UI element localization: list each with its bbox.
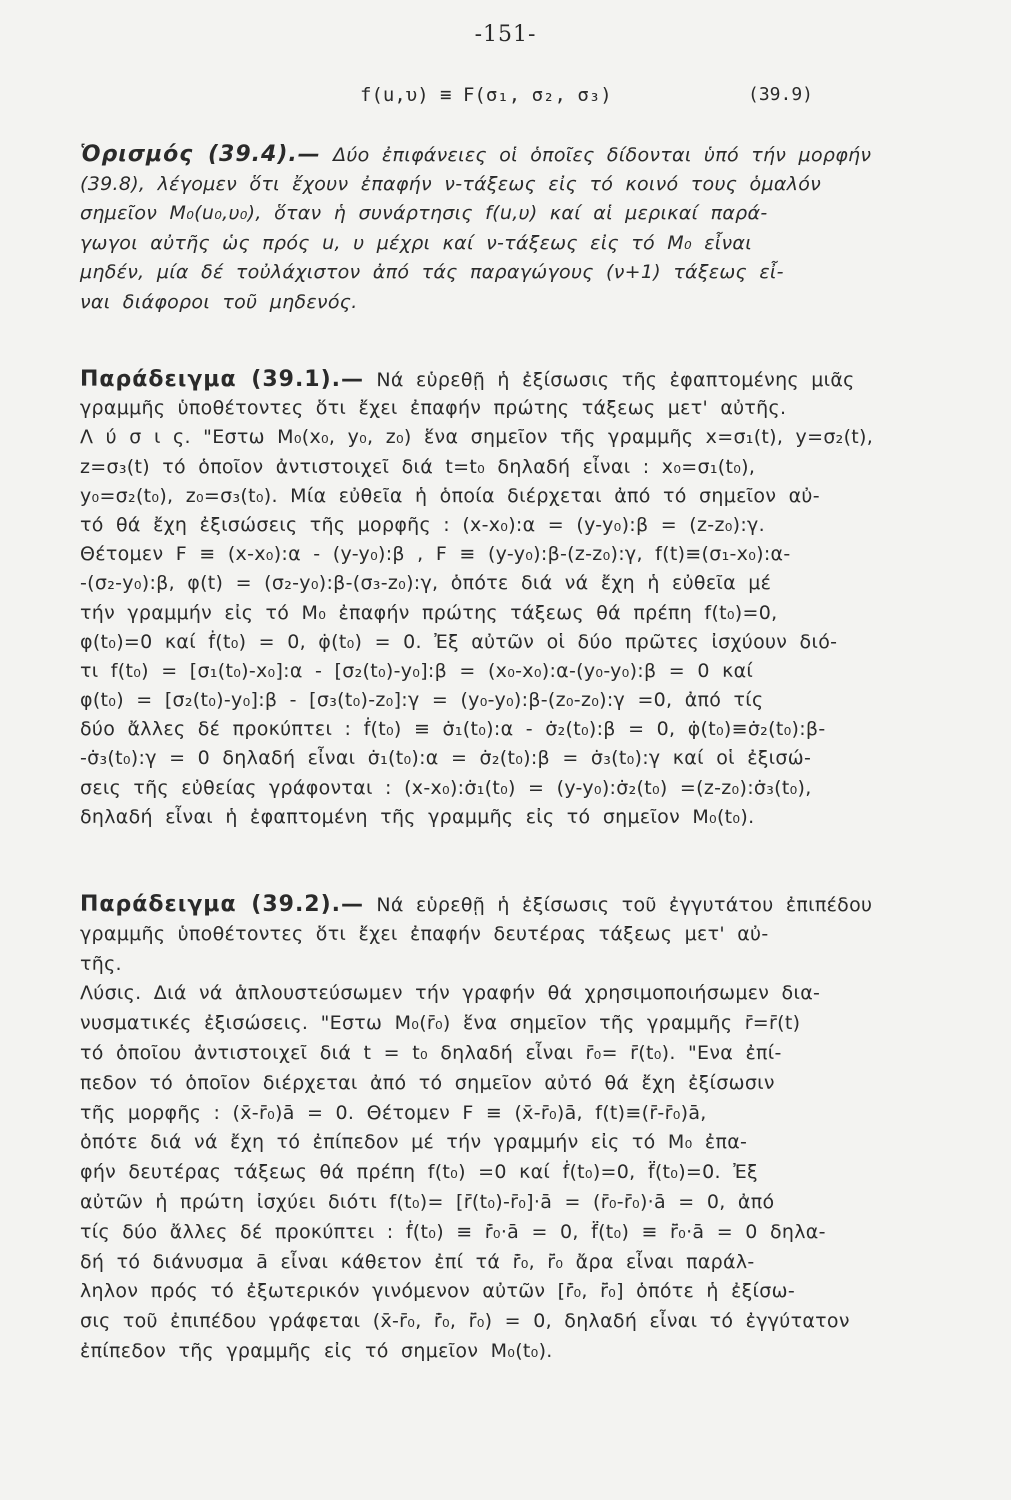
definition-title: Ὁρισμός (39.4).— (80, 142, 321, 167)
example2-line: τίς δύο ἄλλες δέ προκύπτει : ḟ(t₀) ≡ r̄̇₀·ā = 0, f̈(t₀) ≡ r̄̈₀·ā = 0 δηλα- (80, 1220, 826, 1243)
example2-line: γραμμῆς ὑποθέτοντες ὅτι ἔχει ἐπαφήν δευτέρας τάξεως μετ' αὐ- (80, 922, 769, 945)
example2-line: νυσματικές ἐξισώσεις. "Εστω M₀(r̄₀) ἕνα σημεῖον τῆς γραμμῆς r̄=r̄(t) (80, 1012, 801, 1035)
definition-line: γωγοι αὐτῆς ὡς πρός u, υ μέχρι καί ν-τάξεως εἰς τό M₀ εἶναι (80, 231, 752, 254)
equation-39-9: f(u,υ) ≡ F(σ₁, σ₂, σ₃) (360, 84, 612, 106)
example1-line: Λ ύ σ ι ς. "Εστω M₀(x₀, y₀, z₀) ἕνα σημεῖον τῆς γραμμῆς x=σ₁(t), y=σ₂(t), (80, 426, 874, 449)
example1-line: τό θά ἔχη ἐξισώσεις τῆς μορφῆς : (x-x₀):α = (y-y₀):β = (z-z₀):γ. (80, 513, 765, 536)
example1-line: φ(t₀) = [σ₂(t₀)-y₀]:β - [σ₃(t₀)-z₀]:γ = (y₀-y₀):β-(z₀-z₀):γ =0, ἀπό τίς (80, 689, 764, 712)
example2-line: πεδον τό ὁποῖον διέρχεται ἀπό τό σημεῖον αὐτό θά ἔχη ἐξίσωσιν (80, 1071, 775, 1094)
example2-line: σις τοῦ ἐπιπέδου γράφεται (x̄-r̄₀, r̄̇₀, r̄̈₀) = 0, δηλαδή εἶναι τό ἐγγύτατον (80, 1310, 850, 1333)
definition-line: σημεῖον M₀(u₀,υ₀), ὅταν ἡ συνάρτησις f(u,υ) καί αἱ μερικαί παρά- (80, 202, 768, 224)
example2-line: φήν δευτέρας τάξεως θά πρέπη f(t₀) =0 καί ḟ(t₀)=0, f̈(t₀)=0. Ἐξ (80, 1161, 758, 1184)
example1-line: -σ̇₃(t₀):γ = 0 δηλαδή εἶναι σ̇₁(t₀):α = σ̇₂(t₀):β = σ̇₃(t₀):γ καί οἱ ἐξισώ- (80, 747, 812, 770)
definition-line: ναι διάφοροι τοῦ μηδενός. (80, 290, 358, 313)
example1-title: Παράδειγμα (39.1).— (80, 367, 365, 392)
example1-line: Νά εὑρεθῇ ἡ ἐξίσωσις τῆς ἐφαπτομένης μιᾶς (376, 369, 855, 391)
definition-line: μηδέν, μία δέ τοὐλάχιστον ἀπό τάς παραγώγους (ν+1) τάξεως εἶ- (80, 261, 784, 283)
equation-number: (39.9) (748, 84, 814, 105)
definition-line: (39.8), λέγομεν ὅτι ἔχουν ἐπαφήν ν-τάξεως εἰς τό κοινό τους ὁμαλόν (80, 172, 822, 195)
example2-line: τῆς μορφῆς : (x̄-r̄₀)ā = 0. Θέτομεν F ≡ (x̄-r̄₀)ā, f(t)≡(r̄-r̄₀)ā, (80, 1101, 707, 1124)
example1-line: z=σ₃(t) τό ὁποῖον ἀντιστοιχεῖ διά t=t₀ δηλαδή εἶναι : x₀=σ₁(t₀), (80, 455, 756, 478)
example2-line: τῆς. (80, 952, 122, 975)
example2-first-line (80, 890, 970, 920)
definition-line: Δύο ἐπιφάνειες οἱ ὁποῖες δίδονται ὑπό τήν μορφήν (333, 144, 872, 166)
example1-line: δηλαδή εἶναι ἡ ἐφαπτομένη τῆς γραμμῆς εἰς τό σημεῖον M₀(t₀). (80, 805, 755, 828)
example1-line: y₀=σ₂(t₀), z₀=σ₃(t₀). Μία εὐθεῖα ἡ ὁποία διέρχεται ἀπό τό σημεῖον αὐ- (80, 484, 820, 507)
example2-line: ληλον πρός τό ἐξωτερικόν γινόμενον αὐτῶν [r̄̇₀, r̄̈₀] ὁπότε ἡ ἐξίσω- (80, 1280, 795, 1303)
example1-line: σεις τῆς εὐθείας γράφονται : (x-x₀):σ̇₁(t₀) = (y-y₀):σ̇₂(t₀) =(z-z₀):σ̇₃(t₀), (80, 776, 812, 799)
page-number: -151- (474, 22, 537, 47)
example1-line: φ(t₀)=0 καί ḟ(t₀) = 0, φ̇(t₀) = 0. Ἐξ αὐτῶν οἱ δύο πρῶτες ἰσχύουν διό- (80, 630, 838, 653)
example2-line: ὁπότε διά νά ἔχη τό ἐπίπεδον μέ τήν γραμμήν εἰς τό M₀ ἐπα- (80, 1131, 748, 1154)
example-39-2 (80, 890, 970, 1367)
definition-first-line (80, 140, 970, 170)
example2-line: ἐπίπεδον τῆς γραμμῆς εἰς τό σημεῖον M₀(t₀). (80, 1339, 553, 1362)
example1-line: τήν γραμμήν εἰς τό M₀ ἐπαφήν πρώτης τάξεως θά πρέπη f(t₀)=0, (80, 601, 778, 624)
example1-line: γραμμῆς ὑποθέτοντες ὅτι ἔχει ἐπαφήν πρώτης τάξεως μετ' αὐτῆς. (80, 397, 787, 420)
example2-line: Νά εὑρεθῇ ἡ ἐξίσωσις τοῦ ἐγγυτάτου ἐπιπέδου (376, 894, 873, 916)
example1-line: τι f(t₀) = [σ₁(t₀)-x₀]:α - [σ₂(t₀)-y₀]:β = (x₀-x₀):α-(y₀-y₀):β = 0 καί (80, 659, 754, 682)
example2-line: αὐτῶν ἡ πρώτη ἰσχύει διότι f(t₀)= [r̄(t₀)-r̄₀]·ā = (r̄₀-r̄₀)·ā = 0, ἀπό (80, 1190, 775, 1213)
definition-39-4 (80, 140, 970, 317)
example1-line: -(σ₂-y₀):β, φ(t) = (σ₂-y₀):β-(σ₃-z₀):γ, ὁπότε διά νά ἔχη ἡ εὐθεῖα μέ (80, 572, 772, 595)
example2-title: Παράδειγμα (39.2).— (80, 892, 365, 917)
example1-line: δύο ἄλλες δέ προκύπτει : ḟ(t₀) ≡ σ̇₁(t₀):α - σ̇₂(t₀):β = 0, φ̇(t₀)≡σ̇₂(t₀):β- (80, 718, 826, 741)
example1-first-line (80, 365, 970, 394)
example2-line: Λύσις. Διά νά ἁπλουστεύσωμεν τήν γραφήν θά χρησιμοποιήσωμεν δια- (80, 982, 821, 1005)
example2-line: δή τό διάνυσμα ā εἶναι κάθετον ἐπί τά r̄̇₀, r̄̈₀ ἄρα εἶναι παράλ- (80, 1250, 755, 1273)
example1-line: Θέτομεν F ≡ (x-x₀):α - (y-y₀):β , F ≡ (y-y₀):β-(z-z₀):γ, f(t)≡(σ₁-x₀):α- (80, 543, 791, 566)
example2-line: τό ὁποῖου ἀντιστοιχεῖ διά t = t₀ δηλαδή εἶναι r̄₀= r̄(t₀). "Ενα ἐπί- (80, 1041, 782, 1064)
example-39-1 (80, 365, 970, 832)
